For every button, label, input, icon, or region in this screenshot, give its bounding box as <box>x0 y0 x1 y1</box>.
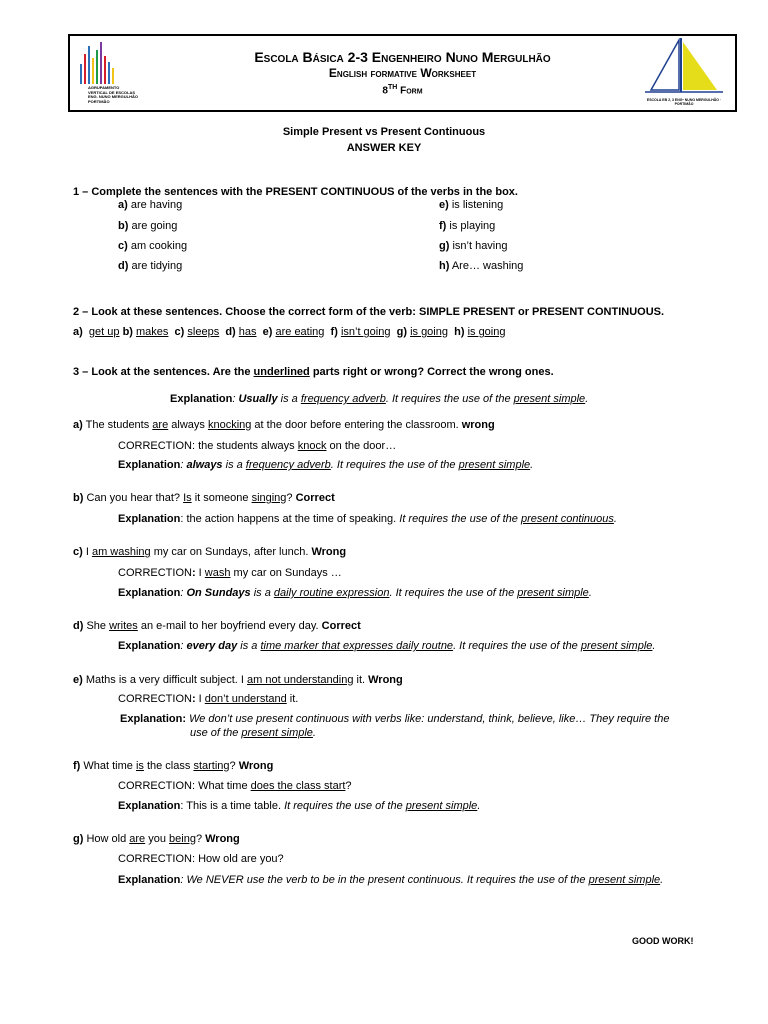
form-name <box>70 81 735 98</box>
q3-e-corr-t2: it. <box>286 693 299 705</box>
logo-line-1: AGRUPAMENTO <box>88 85 120 90</box>
q3-g-exp-label: Explanation <box>118 874 181 886</box>
q3-d-exp-u2: present simple <box>580 640 653 652</box>
q3-e-correction <box>118 693 298 705</box>
example-exp-p3: . <box>585 393 589 405</box>
q3-d-u1: writes <box>109 620 138 632</box>
q2-c-text: sleeps <box>187 326 220 338</box>
q3-g-explanation <box>118 874 663 886</box>
q2-g-text: is going <box>410 326 448 338</box>
q3-b-u1: Is <box>183 492 192 504</box>
q3-f-t1: What time <box>80 760 136 772</box>
q3-g-label: g) <box>73 833 84 845</box>
example-exp-u1: frequency adverb <box>300 393 386 405</box>
q3-a-corr-label: CORRECTION <box>118 440 192 452</box>
q3-d-exp-colon: : <box>180 640 187 652</box>
q3-c-corr-colon: : <box>191 567 196 579</box>
q2-a-label: a) <box>73 326 83 338</box>
good-work-text: GOOD WORK! <box>632 936 694 946</box>
q3-a-verdict: wrong <box>461 419 495 431</box>
q1-answer-b <box>118 220 177 232</box>
logo-line-2: VERTICAL DE ESCOLAS <box>88 89 136 95</box>
example-exp-u2: present simple <box>513 393 586 405</box>
q3-e-label: e) <box>73 674 83 686</box>
q1-answer-g <box>439 240 508 252</box>
q3-e-exp-l2-t1: use of the <box>190 727 242 739</box>
q3-f-exp-t1: : This is a time table. <box>180 800 285 812</box>
q3-a-t3: at the door before entering the classroom. <box>251 419 462 431</box>
q3-f-corr-t1: : What time <box>191 780 251 792</box>
q1-d-label: d) <box>118 260 129 272</box>
q3-instruction-pre: 3 – Look at the sentences. Are the <box>73 366 254 378</box>
q2-h-label: h) <box>454 326 465 338</box>
q3-e-exp-l2-u1: present simple <box>241 727 313 739</box>
q3-c-exp-label: Explanation <box>118 587 181 599</box>
q3-d-explanation <box>118 640 655 652</box>
q3-b-exp-u1: present continuous <box>520 513 614 525</box>
q3-e-sentence <box>73 674 403 686</box>
q3-f-u1: is <box>135 760 144 772</box>
q3-e-exp-t1: We don’t use present <box>186 713 296 725</box>
q3-b-explanation <box>118 513 617 525</box>
q3-f-sentence <box>73 760 273 772</box>
q1-c-text: am cooking <box>130 240 188 252</box>
q3-g-u2: being <box>169 833 196 845</box>
q3-f-label: f) <box>73 760 81 772</box>
q3-g-verdict: Wrong <box>205 833 240 845</box>
q3-a-exp-t1: is a <box>222 459 246 471</box>
q3-b-t2: it someone <box>191 492 252 504</box>
q3-a-sentence <box>73 419 495 431</box>
q3-c-corr-label: CORRECTION <box>118 567 192 579</box>
q2-d-text: has <box>238 326 257 338</box>
q3-f-exp-u1: present simple <box>405 800 478 812</box>
logo-line-3: ENG. NUNO MERGULHÃO <box>88 94 138 99</box>
q3-g-t3: ? <box>195 833 206 845</box>
example-exp-p2: . It requires the use of the <box>385 393 514 405</box>
worksheet-name: English formative Worksheet <box>328 66 477 80</box>
q3-g-u1: are <box>129 833 146 845</box>
q3-a-exp-t3: . <box>530 459 534 471</box>
q3-g-exp-u1: present simple <box>588 874 661 886</box>
q3-e-t1: Maths is a very difficult subject. I <box>82 674 248 686</box>
q3-instruction-post: parts right or wrong? Correct the wrong ones. <box>309 366 554 378</box>
q3-a-explanation <box>118 459 533 471</box>
q1-a-label: a) <box>118 199 128 211</box>
q1-c-label: c) <box>118 240 128 252</box>
q3-c-sentence <box>73 546 346 558</box>
q3-a-label: a) <box>73 419 83 431</box>
q3-e-exp-l2-t2: . <box>312 727 316 739</box>
q3-a-exp-t2: . It requires the use of the <box>330 459 459 471</box>
q3-g-sentence <box>73 833 240 845</box>
q3-e-u1: am not understanding <box>247 674 354 686</box>
q3-b-t3: ? <box>286 492 296 504</box>
q2-e-text: are eating <box>275 326 325 338</box>
q3-a-corr-t1: : the students always <box>191 440 298 452</box>
q1-answer-d <box>118 260 182 272</box>
q3-a-t2: always <box>168 419 208 431</box>
q3-e-verdict: Wrong <box>368 674 403 686</box>
q3-a-corr-t2: on the door… <box>326 440 397 452</box>
q3-c-t2: my car on Sundays, after lunch. <box>150 546 312 558</box>
q3-a-exp-colon: : <box>180 459 187 471</box>
q3-e-corr-t1: I <box>195 693 205 705</box>
q3-a-t1: The students <box>82 419 153 431</box>
q3-c-correction <box>118 567 342 579</box>
q3-a-exp-kw: always <box>186 459 223 471</box>
q2-b-label: b) <box>122 326 133 338</box>
q1-f-text: is playing <box>449 220 496 232</box>
q3-f-exp-t2: It requires the use of the <box>284 800 406 812</box>
q3-f-explanation <box>118 800 480 812</box>
q3-d-verdict: Correct <box>321 620 361 632</box>
q3-a-u1: are <box>152 419 169 431</box>
q1-g-label: g) <box>439 240 450 252</box>
q3-e-corr-label: CORRECTION <box>118 693 192 705</box>
worksheet-title: Simple Present vs Present Continuous <box>282 126 486 138</box>
q3-c-label: c) <box>73 546 83 558</box>
example-exp-p1: is a <box>277 393 301 405</box>
q3-e-corr-colon: : <box>191 693 196 705</box>
q3-b-t1: Can you hear that? <box>83 492 184 504</box>
q3-f-exp-label: Explanation <box>118 800 181 812</box>
q3-g-t1: How old <box>83 833 130 845</box>
header-box <box>68 34 737 112</box>
q3-d-label: d) <box>73 620 84 632</box>
q1-a-text: are having <box>130 199 183 211</box>
q3-d-exp-kw: every day <box>186 640 238 652</box>
q3-g-corr-label: CORRECTION <box>118 853 192 865</box>
q3-c-exp-t1: is a <box>250 587 274 599</box>
q3-b-exp-t2: It requires the use of the <box>399 513 521 525</box>
example-exp-colon: : <box>232 393 239 405</box>
q3-b-verdict: Correct <box>295 492 335 504</box>
q3-b-label: b) <box>73 492 84 504</box>
example-exp-label: Explanation <box>170 393 233 405</box>
q3-d-exp-u1: time marker that expresses daily routne <box>260 640 454 652</box>
q3-a-correction <box>118 440 396 452</box>
q3-c-corr-t1: I <box>195 567 205 579</box>
form-number: 8 <box>382 85 388 97</box>
q3-c-exp-colon: : <box>180 587 187 599</box>
q2-h-text: is going <box>467 326 506 338</box>
answer-key-title: ANSWER KEY <box>346 142 422 154</box>
q3-a-exp-u1: frequency adverb <box>245 459 331 471</box>
form-sup: TH <box>387 84 398 91</box>
header-text <box>70 48 735 98</box>
q3-c-explanation <box>118 587 592 599</box>
q1-answer-c <box>118 240 187 252</box>
school-sail-logo <box>639 38 729 110</box>
example-exp-keyword: Usually <box>238 393 278 405</box>
q2-a-text: get up <box>88 326 120 338</box>
q3-instruction <box>73 366 554 378</box>
q2-g-label: g) <box>396 326 407 338</box>
q3-d-t1: She <box>83 620 110 632</box>
q3-e-explanation <box>120 713 669 725</box>
logo-line-4: PORTIMÃO <box>88 98 110 104</box>
q3-c-exp-u2: present simple <box>517 587 589 599</box>
q3-f-verdict: Wrong <box>238 760 274 772</box>
q3-example-explanation <box>170 393 588 405</box>
q3-g-exp-t2: . <box>660 874 664 886</box>
q3-f-u2: starting <box>193 760 230 772</box>
q1-answer-a <box>118 199 182 211</box>
q1-b-text: are going <box>131 220 178 232</box>
q3-f-t3: ? <box>229 760 239 772</box>
school-sail-logo-text: ESCOLA EB 2, 3 ENGº NUNO MERGULHÃO · PORTIMÃO <box>646 98 722 106</box>
q2-b-text: makes <box>136 326 169 338</box>
q1-e-text: is listening <box>451 199 504 211</box>
q3-e-explanation-line2 <box>190 727 316 739</box>
q1-f-label: f) <box>439 220 447 232</box>
q3-d-exp-t1: is a <box>237 640 261 652</box>
q3-d-exp-label: Explanation <box>118 640 181 652</box>
q2-c-label: c) <box>174 326 185 338</box>
q1-d-text: are tidying <box>131 260 183 272</box>
q3-b-exp-label: Explanation <box>118 513 181 525</box>
q3-d-t2: an e-mail to her boyfriend every day. <box>137 620 322 632</box>
q3-f-corr-u1: does the class start <box>250 780 346 792</box>
q3-a-corr-u1: knock <box>297 440 327 452</box>
q3-d-exp-t3: . <box>652 640 656 652</box>
q3-b-sentence <box>73 492 335 504</box>
q3-g-corr-t1: : How old are you? <box>191 853 284 865</box>
q3-c-verdict: Wrong <box>311 546 347 558</box>
q3-c-exp-t2: . It requires the use of the <box>389 587 518 599</box>
q3-b-u2: singing <box>251 492 287 504</box>
q1-b-label: b) <box>118 220 129 232</box>
q3-d-exp-t2: . It requires the use of the <box>453 640 581 652</box>
q3-a-exp-u2: present simple <box>458 459 531 471</box>
q2-instruction: 2 – Look at these sentences. Choose the correct form of the verb: SIMPLE PRESENT or PRESENT CONTINUOUS. <box>73 306 665 318</box>
q2-e-label: e) <box>262 326 273 338</box>
q3-c-corr-t2: my car on Sundays … <box>230 567 342 579</box>
q3-b-exp-t1: : the action happens at the time of speaking. <box>180 513 400 525</box>
q1-answer-e <box>439 199 503 211</box>
q3-g-exp-t1: : We NEVER use the verb to be in the present continuous. It requires the use of the <box>180 874 589 886</box>
q3-f-exp-t3: . <box>477 800 481 812</box>
form-word: Form <box>400 85 423 97</box>
q3-b-exp-t3: . <box>613 513 617 525</box>
q3-c-exp-t3: . <box>588 587 592 599</box>
q3-c-corr-u1: wash <box>204 567 231 579</box>
q3-d-sentence <box>73 620 361 632</box>
q3-c-exp-u1: daily routine expression <box>273 587 390 599</box>
q2-f-label: f) <box>330 326 338 338</box>
q3-c-t1: I <box>82 546 92 558</box>
q3-f-correction <box>118 780 352 792</box>
q3-a-u2: knocking <box>207 419 252 431</box>
q1-answer-h <box>439 260 523 272</box>
q3-e-t2: it. <box>353 674 369 686</box>
q1-instruction: 1 – Complete the sentences with the PRESENT CONTINUOUS of the verbs in the box. <box>73 186 518 198</box>
q3-e-corr-u1: don’t understand <box>204 693 287 705</box>
q1-answer-f <box>439 220 495 232</box>
q3-g-t2: you <box>145 833 170 845</box>
q3-e-exp-t2: continuous with verbs like: understand, think, believe, like… They require the <box>295 713 670 725</box>
q3-f-t2: the class <box>143 760 194 772</box>
q3-f-corr-t2: ? <box>345 780 352 792</box>
q2-f-text: isn’t going <box>340 326 391 338</box>
q2-d-label: d) <box>225 326 236 338</box>
school-name: Escola Básica 2-3 Engenheiro Nuno Mergulhão <box>254 49 551 65</box>
q3-a-exp-label: Explanation <box>118 459 181 471</box>
q2-answers <box>73 326 505 338</box>
q3-c-exp-kw: On Sundays <box>186 587 251 599</box>
q3-instruction-underlined: underlined <box>253 366 310 378</box>
q3-e-exp-label: Explanation: <box>120 713 187 725</box>
q3-g-correction <box>118 853 284 865</box>
q3-c-u1: am washing <box>91 546 151 558</box>
q1-h-text: Are… washing <box>451 260 524 272</box>
q3-f-corr-label: CORRECTION <box>118 780 192 792</box>
q1-e-label: e) <box>439 199 449 211</box>
q1-h-label: h) <box>439 260 450 272</box>
q1-g-text: isn’t having <box>452 240 508 252</box>
